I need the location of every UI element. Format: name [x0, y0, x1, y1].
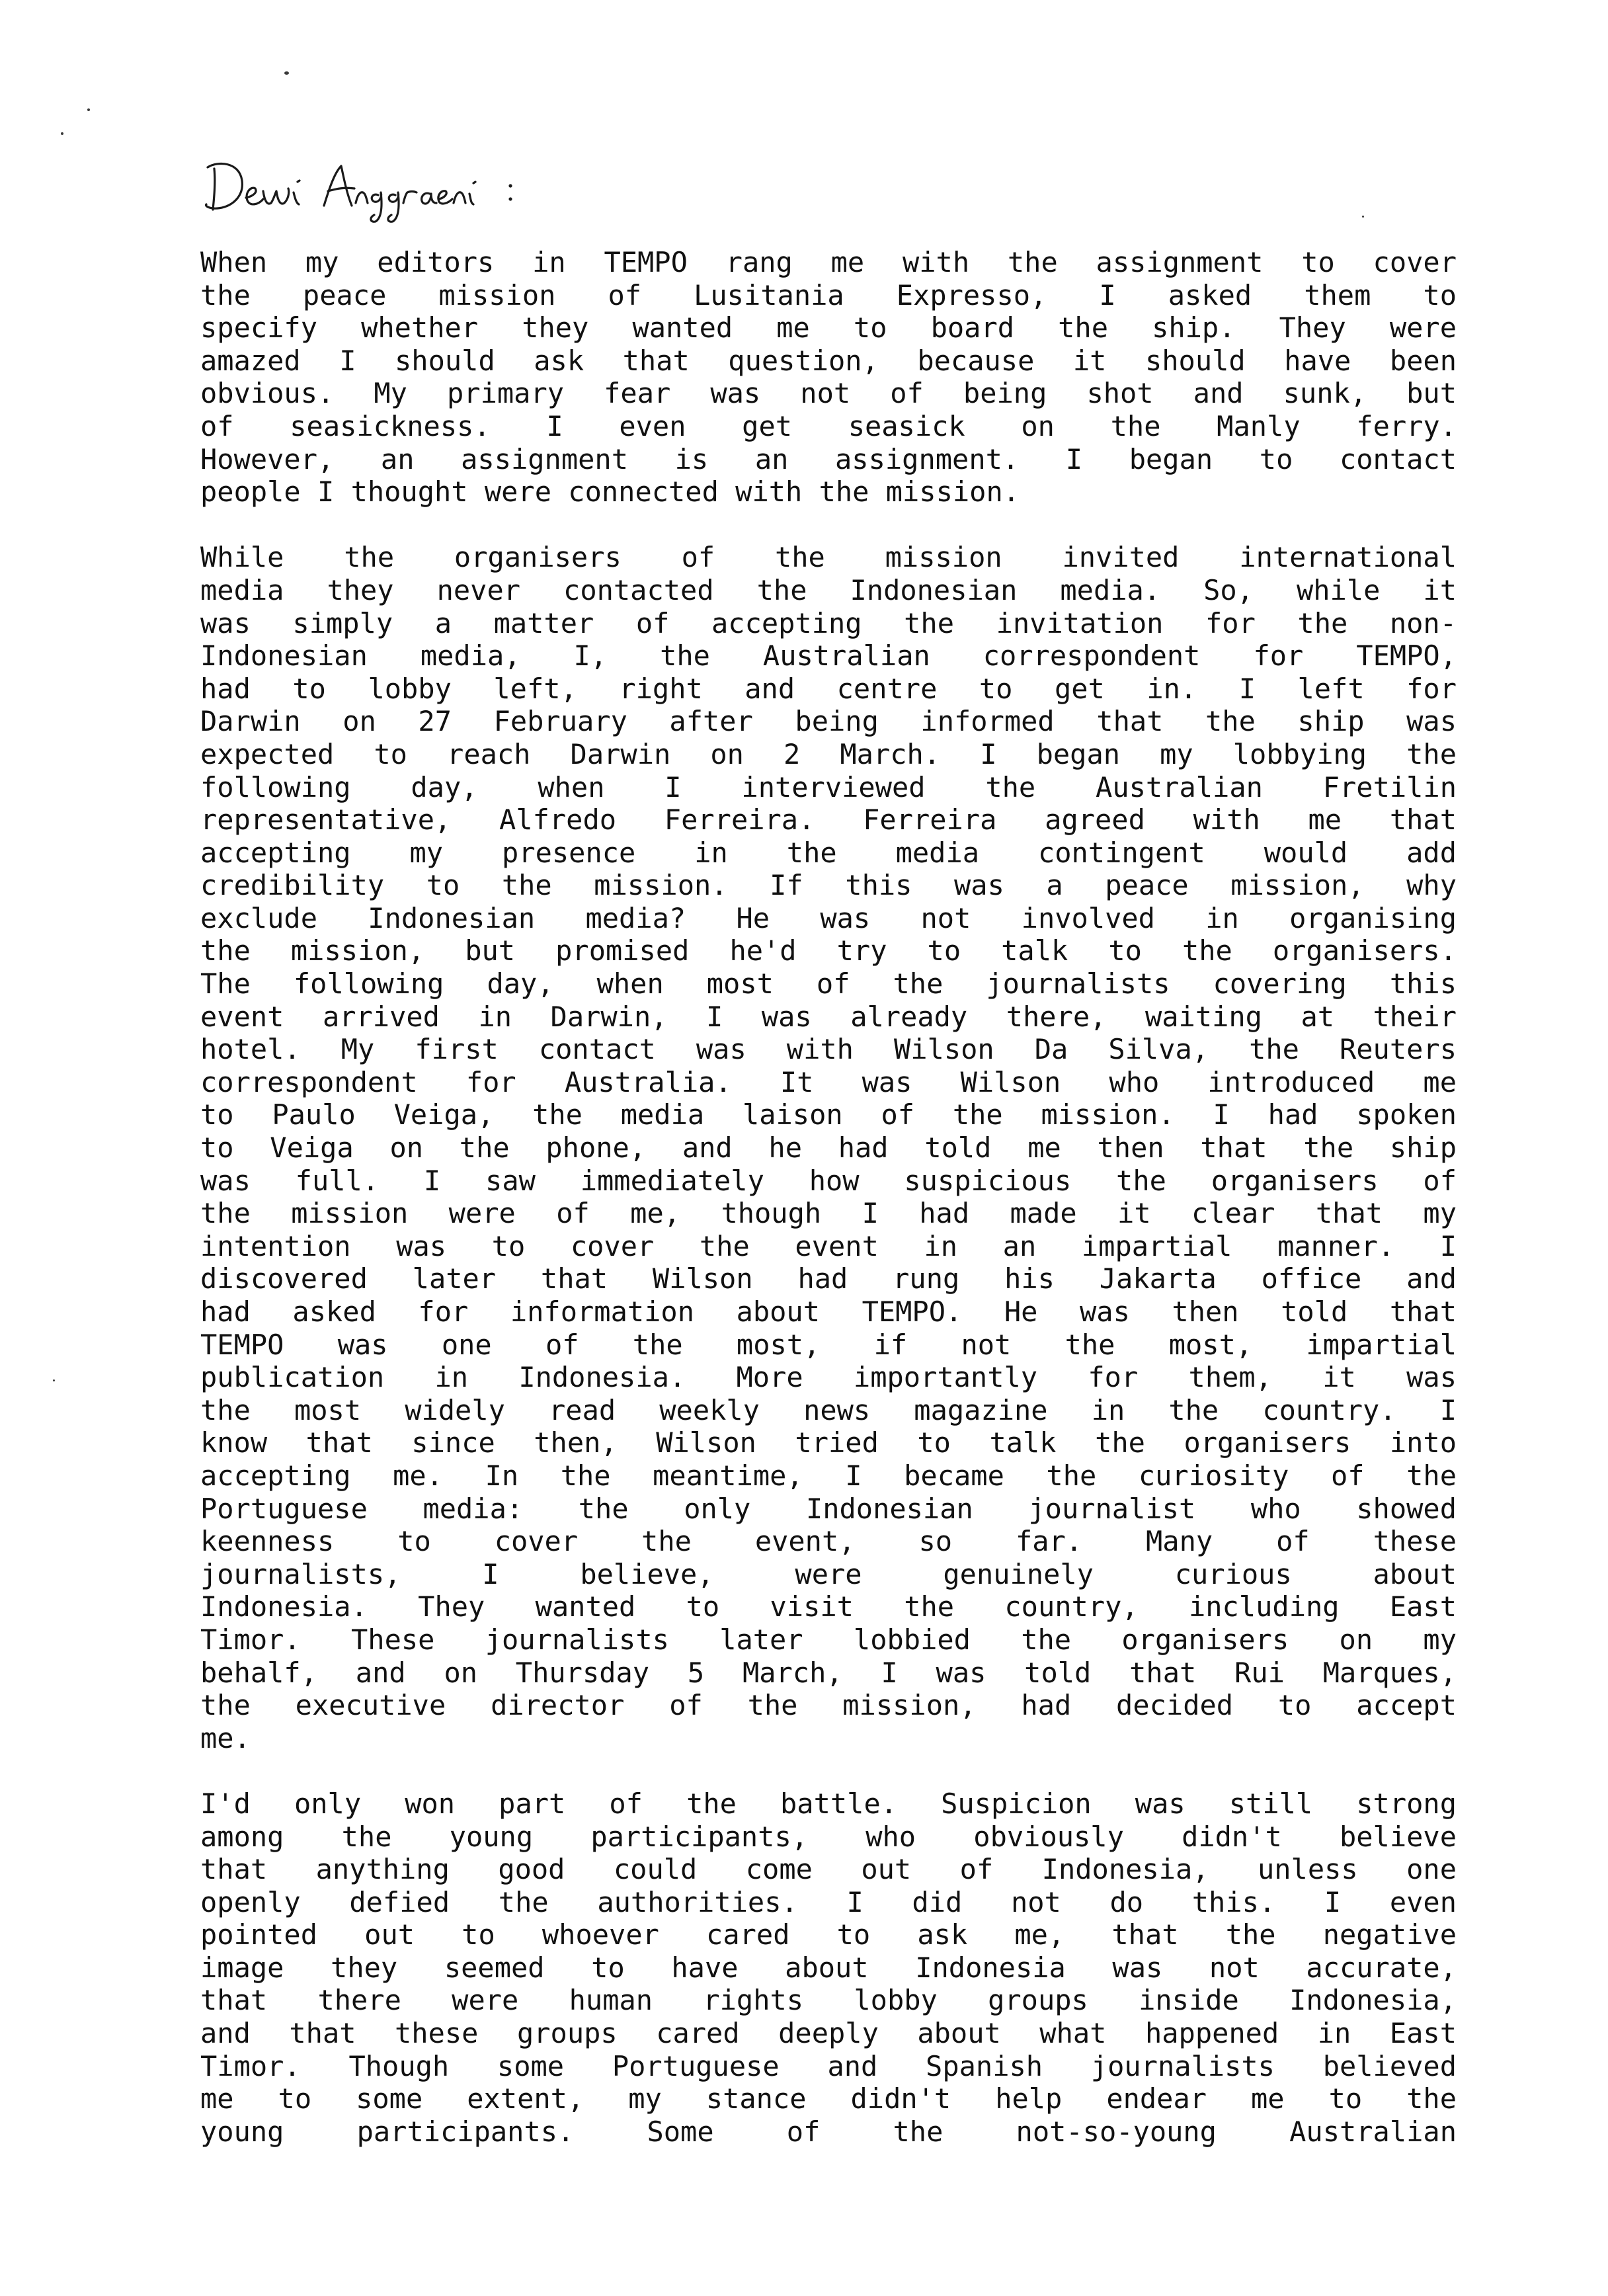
paragraph [200, 541, 1457, 1754]
text-line: Timor. Though some Portuguese and Spanish journalists believed [200, 2049, 1457, 2082]
text-line: Indonesian media, I, the Australian correspondent for TEMPO, [200, 639, 1457, 673]
text-line: behalf, and on Thursday 5 March, I was told that Rui Marques, [200, 1656, 1457, 1689]
text-line: was full. I saw immediately how suspicious the organisers of [200, 1164, 1457, 1197]
text-line: TEMPO was one of the most, if not the most, impartial [200, 1328, 1457, 1361]
text-line: I'd only won part of the battle. Suspicion was still strong [200, 1787, 1457, 1820]
scan-speck [87, 108, 90, 111]
text-line: had asked for information about TEMPO. He was then told that [200, 1295, 1457, 1328]
text-line: When my editors in TEMPO rang me with the assignment to cover [200, 246, 1457, 278]
text-line: pointed out to whoever cared to ask me, that the negative [200, 1918, 1457, 1951]
paragraph [200, 1787, 1457, 2149]
text-line: discovered later that Wilson had rung his Jakarta office and [200, 1262, 1457, 1295]
paragraph [200, 246, 1457, 509]
text-line: While the organisers of the mission invited international [200, 541, 1457, 574]
text-line: among the young participants, who obviously didn't believe [200, 1820, 1457, 1853]
text-line: expected to reach Darwin on 2 March. I began my lobbying the [200, 737, 1457, 770]
text-line: me. [200, 1721, 251, 1754]
text-line: The following day, when most of the journalists covering this [200, 967, 1457, 1001]
text-line: the executive director of the mission, had decided to accept [200, 1689, 1457, 1722]
text-line: to Veiga on the phone, and he had told me then that the ship [200, 1131, 1457, 1165]
text-line: However, an assignment is an assignment. I began to contact [200, 442, 1457, 475]
text-line: openly defied the authorities. I did not do this. I even [200, 1885, 1457, 1918]
handwritten-signature [198, 149, 542, 228]
text-line: publication in Indonesia. More importantly for them, it was [200, 1361, 1457, 1394]
scan-speck [284, 71, 289, 75]
scan-speck [61, 132, 63, 135]
text-line: young participants. Some of the not-so-young Australian [200, 2115, 1457, 2148]
scan-speck [1362, 216, 1364, 218]
text-line: exclude Indonesian media? He was not involved in organising [200, 901, 1457, 934]
text-line: to Paulo Veiga, the media laison of the mission. I had spoken [200, 1098, 1457, 1131]
text-line: know that since then, Wilson tried to talk the organisers into [200, 1426, 1457, 1459]
text-line: had to lobby left, right and centre to get in. I left for [200, 672, 1457, 705]
text-line: keenness to cover the event, so far. Many of these [200, 1525, 1457, 1558]
text-line: following day, when I interviewed the Australian Fretilin [200, 770, 1457, 803]
text-line: intention was to cover the event in an impartial manner. I [200, 1229, 1457, 1262]
text-line: the mission, but promised he'd try to talk to the organisers. [200, 934, 1457, 967]
text-line: amazed I should ask that question, because it should have been [200, 344, 1457, 377]
text-line: media they never contacted the Indonesian media. So, while it [200, 573, 1457, 606]
text-line: journalists, I believe, were genuinely curious about [200, 1557, 1457, 1590]
text-line: people I thought were connected with the mission. [200, 475, 1020, 509]
text-line: representative, Alfredo Ferreira. Ferreira agreed with me that [200, 803, 1457, 837]
text-line: image they seemed to have about Indonesia was not accurate, [200, 1951, 1457, 1984]
text-line: the peace mission of Lusitania Expresso, I asked them to [200, 278, 1457, 311]
text-line: Darwin on 27 February after being informed that the ship was [200, 705, 1457, 738]
text-line: specify whether they wanted me to board the ship. They were [200, 311, 1457, 345]
text-line: that there were human rights lobby groups inside Indonesia, [200, 1984, 1457, 2017]
text-line: me to some extent, my stance didn't help endear me to the [200, 2082, 1457, 2115]
text-line: obvious. My primary fear was not of being shot and sunk, but [200, 377, 1457, 410]
text-line: credibility to the mission. If this was a peace mission, why [200, 869, 1457, 902]
text-line: that anything good could come out of Indonesia, unless one [200, 1853, 1457, 1886]
text-line: Indonesia. They wanted to visit the country, including East [200, 1590, 1457, 1623]
text-line: accepting my presence in the media contingent would add [200, 836, 1457, 869]
text-line: Timor. These journalists later lobbied the organisers on my [200, 1623, 1457, 1656]
text-line: event arrived in Darwin, I was already there, waiting at their [200, 1000, 1457, 1033]
text-line: of seasickness. I even get seasick on the Manly ferry. [200, 409, 1457, 442]
text-line: the most widely read weekly news magazine in the country. I [200, 1393, 1457, 1426]
text-line: accepting me. In the meantime, I became the curiosity of the [200, 1459, 1457, 1492]
text-line: was simply a matter of accepting the invitation for the non- [200, 606, 1457, 639]
text-line: Portuguese media: the only Indonesian journalist who showed [200, 1492, 1457, 1525]
article-body [200, 246, 1457, 2148]
scan-speck [53, 1379, 55, 1381]
text-line: correspondent for Australia. It was Wilson who introduced me [200, 1065, 1457, 1098]
text-line: hotel. My first contact was with Wilson Da Silva, the Reuters [200, 1033, 1457, 1066]
text-line: the mission were of me, though I had made it clear that my [200, 1197, 1457, 1230]
text-line: and that these groups cared deeply about what happened in East [200, 2017, 1457, 2050]
